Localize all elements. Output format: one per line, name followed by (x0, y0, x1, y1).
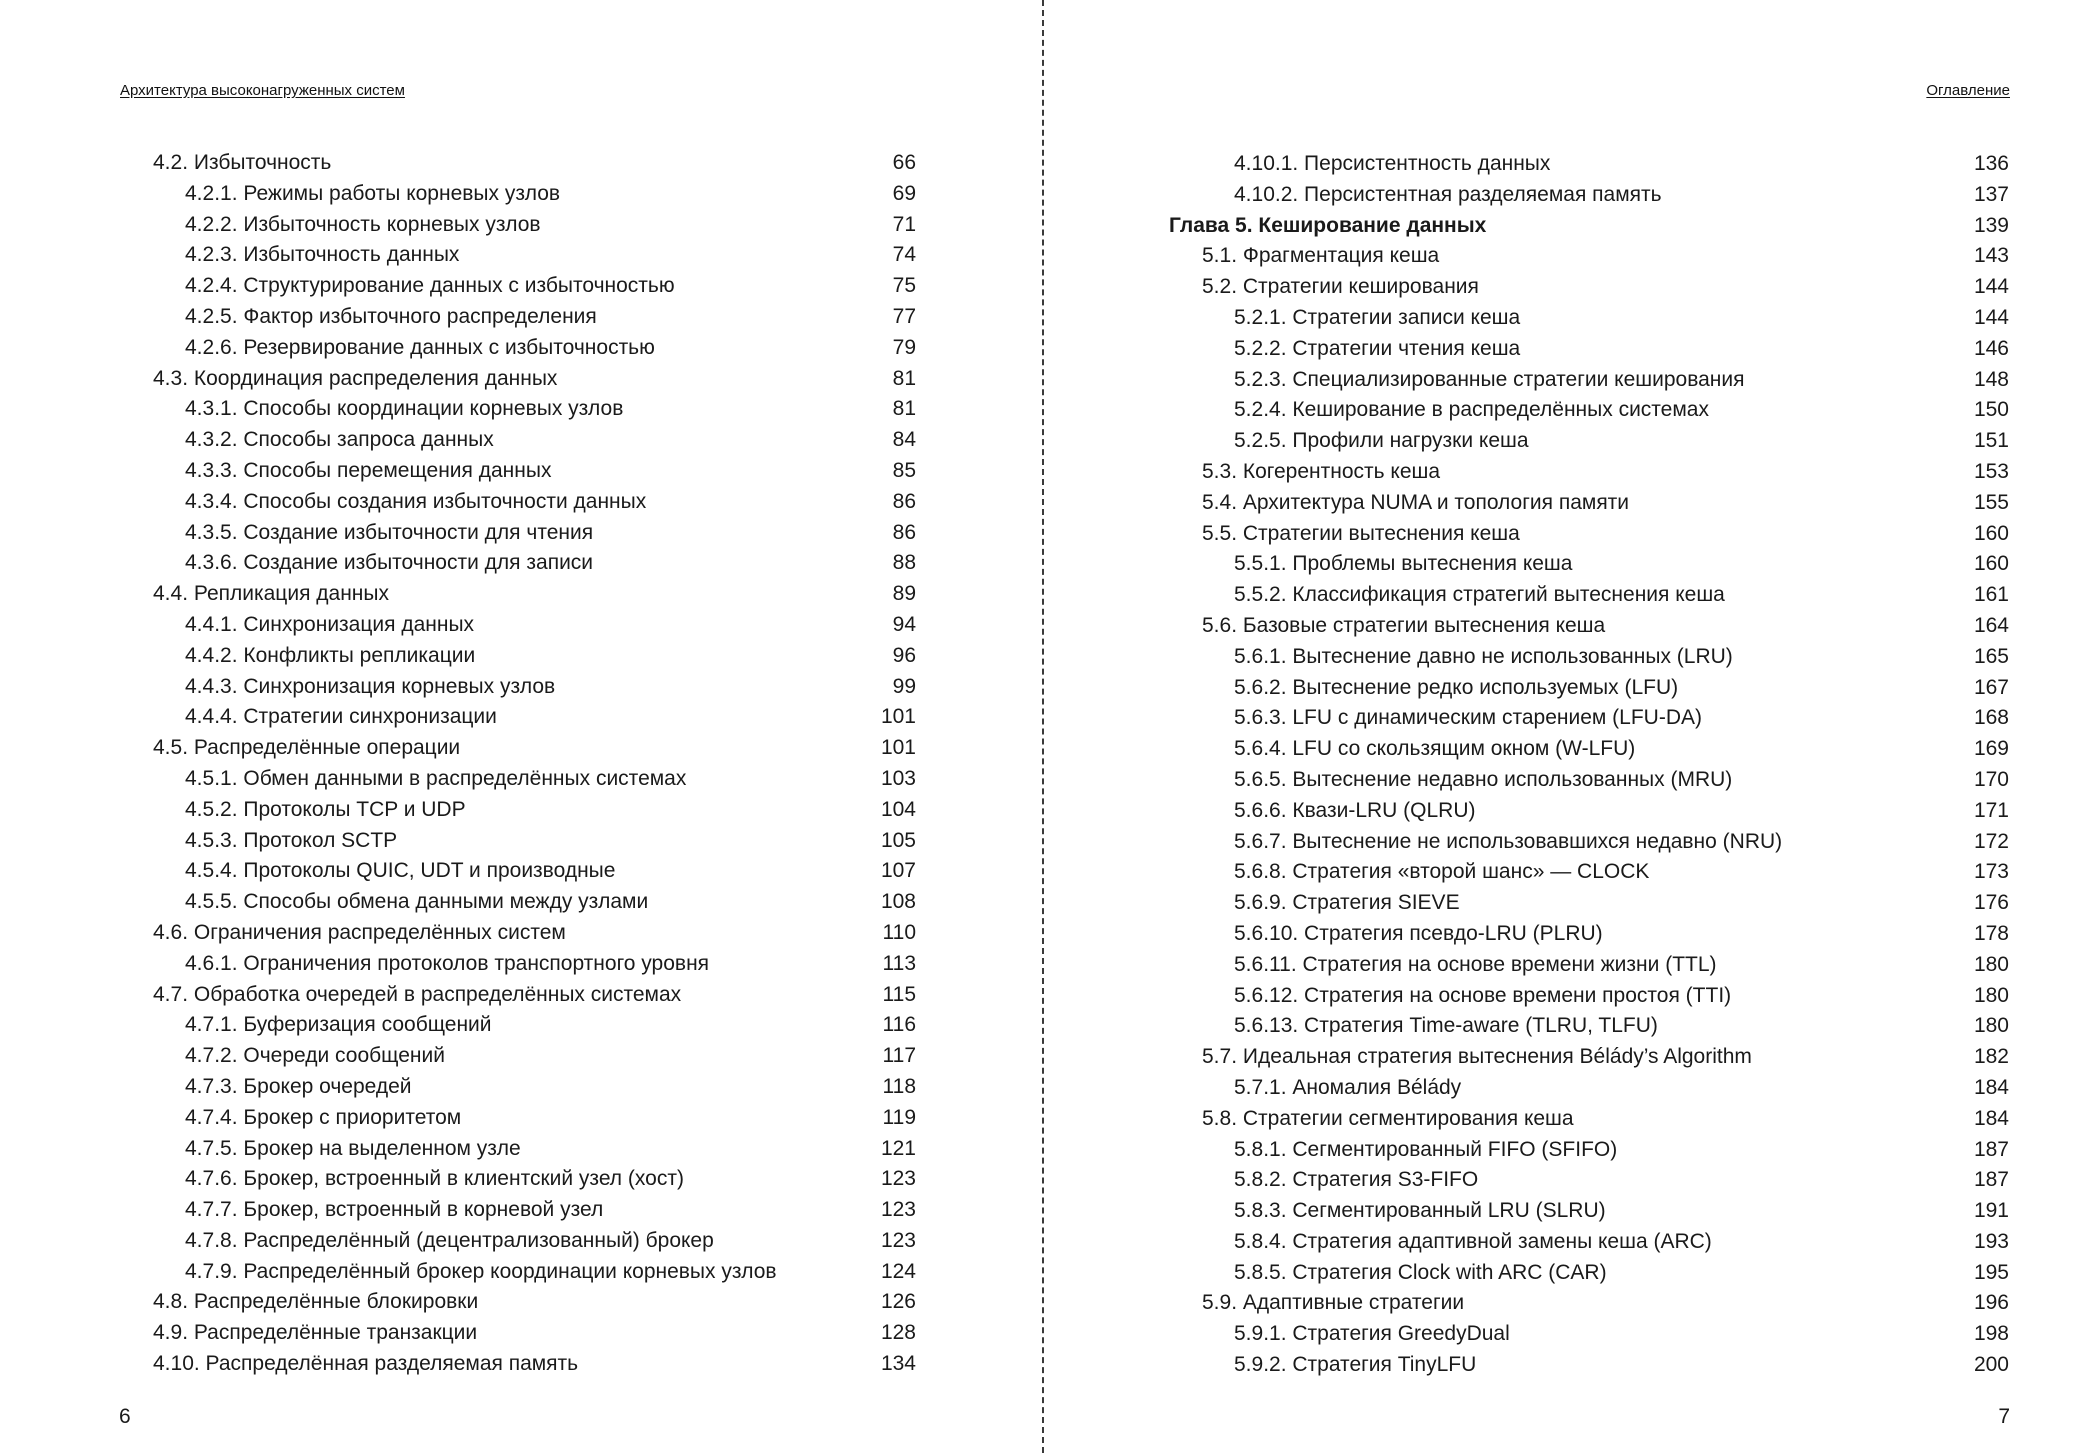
toc-entry-title: Глава 5. Кеширование данных (1169, 213, 1487, 237)
toc-entry-page-number: 86 (892, 520, 916, 544)
toc-entry[interactable] (1169, 611, 2009, 642)
toc-entry[interactable] (1169, 981, 2009, 1012)
toc-entry[interactable] (120, 394, 916, 425)
toc-entry[interactable] (120, 672, 916, 703)
toc-entry-page-number: 84 (892, 428, 916, 452)
toc-entry[interactable] (120, 1226, 916, 1257)
toc-entry-title: 5.6.3. LFU с динамическим старением (LFU-DA) (1234, 706, 1702, 730)
toc-entry-page-number: 170 (1973, 767, 2009, 791)
toc-entry-page-number: 108 (880, 890, 916, 914)
toc-entry-title: 5.2.2. Стратегии чтения кеша (1234, 336, 1521, 360)
toc-entry[interactable] (120, 1010, 916, 1041)
running-head-book-title: Архитектура высоконагруженных систем (120, 82, 405, 99)
toc-entry[interactable] (1169, 950, 2009, 981)
toc-entry[interactable] (1169, 734, 2009, 765)
toc-entry-title: 5.6.5. Вытеснение недавно использованных (MRU) (1234, 767, 1733, 791)
toc-entry[interactable] (1169, 303, 2009, 334)
toc-entry-title: 5.8. Стратегии сегментирования кеша (1202, 1106, 1574, 1130)
toc-entry-page-number: 115 (882, 982, 916, 1006)
toc-entry-page-number: 126 (880, 1290, 916, 1314)
toc-entry-page-number: 200 (1973, 1353, 2009, 1377)
toc-entry-title: 4.5. Распределённые операции (153, 736, 461, 760)
toc-entry-page-number: 69 (892, 181, 916, 205)
toc-entry[interactable] (1169, 1042, 2009, 1073)
toc-entry-title: 4.5.4. Протоколы QUIC, UDT и производные (185, 859, 616, 883)
toc-entry-page-number: 123 (880, 1167, 916, 1191)
toc-entry-page-number: 144 (1973, 275, 2009, 299)
toc-entry[interactable] (120, 302, 916, 333)
toc-entry-title: 5.6.10. Стратегия псевдо-LRU (PLRU) (1234, 921, 1603, 945)
toc-entry-title: 5.8.3. Сегментированный LRU (SLRU) (1234, 1199, 1606, 1223)
toc-entry-page-number: 161 (1973, 583, 2009, 607)
toc-list-left (120, 148, 916, 1380)
toc-entry-title: 5.6.2. Вытеснение редко используемых (LFU) (1234, 675, 1679, 699)
toc-entry-title: 4.10.1. Персистентность данных (1234, 152, 1551, 175)
toc-entry[interactable] (120, 425, 916, 456)
toc-entry[interactable] (1169, 1258, 2009, 1289)
toc-entry-page-number: 144 (1973, 305, 2009, 329)
toc-entry[interactable] (120, 179, 916, 210)
toc-entry-title: 4.3.3. Способы перемещения данных (185, 458, 552, 482)
toc-entry-title: 5.5. Стратегии вытеснения кеша (1202, 521, 1520, 545)
toc-entry-title: 4.7.2. Очереди сообщений (185, 1044, 445, 1068)
toc-entry[interactable] (120, 1164, 916, 1195)
toc-entry-title: 4.7.3. Брокер очередей (185, 1074, 412, 1098)
toc-entry[interactable] (120, 1349, 916, 1380)
toc-entry-title: 5.6.1. Вытеснение давно не использованных (LRU) (1234, 644, 1733, 668)
toc-entry-page-number: 74 (892, 243, 916, 267)
right-page (1045, 0, 2093, 1453)
toc-entry-title: 5.8.4. Стратегия адаптивной замены кеша (ARC) (1234, 1229, 1712, 1253)
toc-entry-title: 4.2.2. Избыточность корневых узлов (185, 212, 541, 236)
toc-entry-page-number: 81 (892, 397, 916, 421)
toc-entry-page-number: 104 (880, 797, 916, 821)
toc-entry-title: 5.3. Когерентность кеша (1202, 459, 1441, 483)
toc-entry-title: 4.3.5. Создание избыточности для чтения (185, 520, 594, 544)
toc-entry-title: 5.6.12. Стратегия на основе времени простоя (TTI) (1234, 983, 1732, 1007)
toc-entry[interactable] (120, 579, 916, 610)
running-head-section-title: Оглавление (1926, 82, 2010, 99)
toc-entry-page-number: 107 (880, 859, 916, 883)
toc-entry-title: 5.6.11. Стратегия на основе времени жизни (TTL) (1234, 952, 1717, 976)
toc-entry-title: 5.2.4. Кеширование в распределённых системах (1234, 398, 1709, 422)
toc-entry[interactable] (1169, 765, 2009, 796)
toc-entry-title: 4.2.5. Фактор избыточного распределения (185, 304, 597, 328)
toc-entry-page-number: 143 (1973, 244, 2009, 268)
toc-entry-title: 5.6.6. Квази-LRU (QLRU) (1234, 798, 1476, 822)
toc-entry[interactable] (1169, 457, 2009, 488)
toc-entry[interactable] (120, 456, 916, 487)
toc-entry-title: 5.9.1. Стратегия GreedyDual (1234, 1322, 1510, 1346)
toc-entry-title: 4.6.1. Ограничения протоколов транспортного уровня (185, 951, 710, 975)
toc-entry-page-number: 198 (1973, 1322, 2009, 1346)
toc-entry-title: 4.9. Распределённые транзакции (153, 1321, 478, 1345)
toc-entry-page-number: 101 (880, 705, 916, 729)
toc-entry-title: 4.10. Распределённая разделяемая память (153, 1352, 579, 1376)
toc-entry-title: 4.7.5. Брокер на выделенном узле (185, 1136, 521, 1160)
toc-entry[interactable] (1169, 1165, 2009, 1196)
toc-entry-title: 5.6.9. Стратегия SIEVE (1234, 891, 1460, 915)
toc-entry-page-number: 85 (892, 458, 916, 482)
toc-entry-title: 5.6.13. Стратегия Time-aware (TLRU, TLFU) (1234, 1014, 1658, 1038)
toc-entry-page-number: 187 (1973, 1168, 2009, 1192)
toc-entry[interactable] (1169, 888, 2009, 919)
toc-entry[interactable] (120, 487, 916, 518)
toc-entry-page-number: 168 (1973, 706, 2009, 730)
toc-entry-title: 4.7.4. Брокер с приоритетом (185, 1105, 462, 1129)
toc-entry[interactable] (1169, 1135, 2009, 1166)
toc-entry[interactable] (120, 949, 916, 980)
toc-entry[interactable] (120, 271, 916, 302)
toc-entry-page-number: 77 (892, 304, 916, 328)
toc-entry[interactable] (120, 1318, 916, 1349)
toc-entry[interactable] (1169, 919, 2009, 950)
toc-entry-page-number: 113 (882, 951, 916, 975)
toc-entry-page-number: 165 (1973, 644, 2009, 668)
toc-entry[interactable] (1169, 149, 2009, 180)
toc-entry-title: 5.2.1. Стратегии записи кеша (1234, 305, 1521, 329)
toc-entry[interactable] (1169, 334, 2009, 365)
toc-entry-title: 4.2.4. Структурирование данных с избыточностью (185, 274, 675, 298)
toc-entry-page-number: 118 (882, 1074, 916, 1098)
toc-entry[interactable] (1169, 211, 2009, 242)
toc-entry[interactable] (120, 856, 916, 887)
toc-entry[interactable] (1169, 1196, 2009, 1227)
toc-entry[interactable] (120, 148, 916, 179)
toc-entry-page-number: 81 (892, 366, 916, 390)
toc-entry-title: 5.8.2. Стратегия S3-FIFO (1234, 1168, 1479, 1192)
toc-entry-title: 4.7.9. Распределённый брокер координации корневых узлов (185, 1259, 777, 1283)
toc-entry[interactable] (120, 210, 916, 241)
toc-entry[interactable] (1169, 642, 2009, 673)
toc-entry-page-number: 128 (880, 1321, 916, 1345)
toc-entry[interactable] (1169, 857, 2009, 888)
toc-entry-page-number: 182 (1973, 1045, 2009, 1069)
toc-entry[interactable] (120, 887, 916, 918)
toc-entry-page-number: 169 (1973, 737, 2009, 761)
toc-entry-page-number: 124 (880, 1259, 916, 1283)
toc-entry-title: 4.5.1. Обмен данными в распределённых системах (185, 766, 687, 790)
toc-entry-page-number: 123 (880, 1198, 916, 1222)
toc-entry[interactable] (120, 702, 916, 733)
toc-entry-title: 5.1. Фрагментация кеша (1202, 244, 1440, 268)
toc-entry-page-number: 99 (892, 674, 916, 698)
toc-entry[interactable] (1169, 488, 2009, 519)
toc-entry-title: 4.3.1. Способы координации корневых узлов (185, 397, 624, 421)
toc-entry-page-number: 173 (1973, 860, 2009, 884)
toc-entry[interactable] (1169, 1350, 2009, 1381)
page-number-left: 6 (119, 1405, 131, 1428)
toc-entry-page-number: 184 (1973, 1106, 2009, 1130)
toc-entry-page-number: 195 (1973, 1260, 2009, 1284)
toc-entry-page-number: 134 (880, 1352, 916, 1376)
toc-entry-title: 5.2.3. Специализированные стратегии кеширования (1234, 367, 1745, 391)
toc-entry-page-number: 137 (1973, 182, 2009, 206)
toc-entry-page-number: 178 (1973, 921, 2009, 945)
toc-entry-page-number: 94 (892, 612, 916, 636)
toc-entry[interactable] (120, 795, 916, 826)
toc-entry-page-number: 123 (880, 1228, 916, 1252)
toc-entry-title: 4.2.6. Резервирование данных с избыточностью (185, 335, 655, 359)
toc-entry[interactable] (1169, 519, 2009, 550)
toc-entry[interactable] (1169, 1319, 2009, 1350)
toc-entry-title: 4.3.2. Способы запроса данных (185, 428, 494, 452)
toc-entry[interactable] (1169, 1104, 2009, 1135)
toc-entry-title: 5.2.5. Профили нагрузки кеша (1234, 429, 1529, 453)
toc-entry-title: 4.10.2. Персистентная разделяемая память (1234, 182, 1662, 206)
toc-entry[interactable] (120, 1134, 916, 1165)
toc-entry-page-number: 151 (1973, 429, 2009, 453)
toc-entry-title: 4.2. Избыточность (153, 151, 332, 174)
toc-entry-page-number: 160 (1973, 521, 2009, 545)
toc-entry-title: 5.5.2. Классификация стратегий вытеснения кеша (1234, 583, 1725, 607)
toc-entry[interactable] (120, 240, 916, 271)
toc-entry-page-number: 75 (892, 274, 916, 298)
toc-entry[interactable] (1169, 1227, 2009, 1258)
toc-entry-title: 4.7. Обработка очередей в распределённых системах (153, 982, 682, 1006)
toc-entry[interactable] (1169, 796, 2009, 827)
toc-entry[interactable] (120, 826, 916, 857)
toc-entry-title: 4.3.6. Создание избыточности для записи (185, 551, 594, 575)
toc-entry-page-number: 79 (892, 335, 916, 359)
toc-entry-page-number: 117 (882, 1044, 916, 1068)
toc-entry-title: 5.8.1. Сегментированный FIFO (SFIFO) (1234, 1137, 1618, 1161)
toc-entry-title: 5.9. Адаптивные стратегии (1202, 1291, 1465, 1315)
toc-entry[interactable] (120, 1072, 916, 1103)
toc-entry-title: 5.6.7. Вытеснение не использовавшихся недавно (NRU) (1234, 829, 1783, 853)
toc-entry-title: 5.9.2. Стратегия TinyLFU (1234, 1353, 1477, 1377)
toc-entry[interactable] (1169, 703, 2009, 734)
toc-entry-title: 4.5.5. Способы обмена данными между узлами (185, 890, 649, 914)
toc-entry-page-number: 96 (892, 643, 916, 667)
toc-entry-page-number: 101 (880, 736, 916, 760)
toc-entry-title: 5.2. Стратегии кеширования (1202, 275, 1479, 299)
toc-entry-title: 4.7.1. Буферизация сообщений (185, 1013, 492, 1037)
toc-entry-page-number: 171 (1973, 798, 2009, 822)
toc-entry-title: 4.5.3. Протокол SCTP (185, 828, 398, 852)
toc-entry-page-number: 103 (880, 766, 916, 790)
toc-entry[interactable] (120, 1195, 916, 1226)
toc-entry-title: 4.7.8. Распределённый (децентрализованный) брокер (185, 1228, 714, 1252)
toc-entry-title: 4.5.2. Протоколы TCP и UDP (185, 797, 466, 821)
toc-entry-page-number: 176 (1973, 891, 2009, 915)
toc-entry-title: 5.7.1. Аномалия Bélády (1234, 1075, 1462, 1099)
toc-entry[interactable] (1169, 395, 2009, 426)
toc-entry-page-number: 116 (882, 1013, 916, 1037)
toc-entry[interactable] (120, 364, 916, 395)
toc-entry-page-number: 160 (1973, 552, 2009, 576)
toc-entry[interactable] (120, 641, 916, 672)
toc-entry-page-number: 71 (892, 212, 916, 236)
toc-entry[interactable] (120, 548, 916, 579)
toc-entry-page-number: 66 (892, 151, 916, 174)
toc-entry-page-number: 139 (1973, 213, 2009, 237)
toc-entry-page-number: 187 (1973, 1137, 2009, 1161)
toc-entry-page-number: 155 (1973, 490, 2009, 514)
toc-entry-page-number: 180 (1973, 983, 2009, 1007)
toc-entry-title: 5.5.1. Проблемы вытеснения кеша (1234, 552, 1573, 576)
toc-entry-title: 4.2.1. Режимы работы корневых узлов (185, 181, 561, 205)
toc-entry[interactable] (1169, 1073, 2009, 1104)
toc-entry-title: 5.7. Идеальная стратегия вытеснения Bélády’s Algorithm (1202, 1045, 1752, 1069)
toc-entry-title: 4.4.1. Синхронизация данных (185, 612, 475, 636)
toc-entry[interactable] (120, 980, 916, 1011)
toc-entry-page-number: 172 (1973, 829, 2009, 853)
toc-entry[interactable] (1169, 241, 2009, 272)
toc-entry-page-number: 146 (1973, 336, 2009, 360)
toc-entry-page-number: 88 (892, 551, 916, 575)
toc-entry[interactable] (1169, 272, 2009, 303)
toc-entry-page-number: 153 (1973, 459, 2009, 483)
toc-entry-page-number: 196 (1973, 1291, 2009, 1315)
toc-entry[interactable] (120, 1103, 916, 1134)
toc-entry[interactable] (120, 333, 916, 364)
toc-entry-page-number: 193 (1973, 1229, 2009, 1253)
toc-entry-title: 4.3. Координация распределения данных (153, 366, 558, 390)
toc-entry[interactable] (120, 733, 916, 764)
toc-entry-title: 4.7.7. Брокер, встроенный в корневой узел (185, 1198, 604, 1222)
toc-entry-page-number: 119 (882, 1105, 916, 1129)
toc-entry[interactable] (1169, 426, 2009, 457)
toc-entry-title: 4.4.4. Стратегии синхронизации (185, 705, 497, 729)
page-number-right: 7 (1998, 1405, 2010, 1428)
toc-entry-page-number: 191 (1973, 1199, 2009, 1223)
toc-entry-page-number: 180 (1973, 1014, 2009, 1038)
toc-entry-page-number: 121 (880, 1136, 916, 1160)
toc-entry-title: 4.8. Распределённые блокировки (153, 1290, 479, 1314)
toc-entry-page-number: 150 (1973, 398, 2009, 422)
toc-entry[interactable] (1169, 549, 2009, 580)
toc-entry[interactable] (120, 518, 916, 549)
toc-entry-page-number: 89 (892, 582, 916, 606)
toc-entry[interactable] (120, 1257, 916, 1288)
toc-entry-page-number: 184 (1973, 1075, 2009, 1099)
toc-entry-title: 4.3.4. Способы создания избыточности данных (185, 489, 647, 513)
toc-entry-title: 4.4.2. Конфликты репликации (185, 643, 476, 667)
toc-entry[interactable] (120, 610, 916, 641)
toc-entry-page-number: 105 (880, 828, 916, 852)
toc-entry[interactable] (120, 764, 916, 795)
toc-entry[interactable] (1169, 580, 2009, 611)
toc-entry[interactable] (120, 918, 916, 949)
toc-entry[interactable] (1169, 1011, 2009, 1042)
toc-entry-title: 5.8.5. Стратегия Clock with ARC (CAR) (1234, 1260, 1607, 1284)
toc-entry-title: 4.6. Ограничения распределённых систем (153, 920, 566, 944)
toc-entry-page-number: 164 (1973, 613, 2009, 637)
toc-entry-page-number: 136 (1973, 152, 2009, 175)
toc-entry-title: 5.6. Базовые стратегии вытеснения кеша (1202, 613, 1606, 637)
toc-entry[interactable] (1169, 365, 2009, 396)
toc-entry[interactable] (120, 1041, 916, 1072)
toc-entry-title: 5.4. Архитектура NUMA и топология памяти (1202, 490, 1630, 514)
left-page (0, 0, 1043, 1453)
toc-entry-title: 4.4.3. Синхронизация корневых узлов (185, 674, 556, 698)
toc-entry-page-number: 148 (1973, 367, 2009, 391)
toc-entry[interactable] (120, 1287, 916, 1318)
toc-entry-title: 4.2.3. Избыточность данных (185, 243, 460, 267)
toc-entry[interactable] (1169, 673, 2009, 704)
toc-entry-page-number: 167 (1973, 675, 2009, 699)
toc-entry-title: 4.7.6. Брокер, встроенный в клиентский узел (хост) (185, 1167, 684, 1191)
toc-entry-page-number: 110 (882, 920, 916, 944)
toc-entry-title: 5.6.8. Стратегия «второй шанс» — CLOCK (1234, 860, 1650, 884)
toc-list-right (1169, 149, 2009, 1381)
toc-entry-title: 4.4. Репликация данных (153, 582, 389, 606)
toc-entry-page-number: 180 (1973, 952, 2009, 976)
toc-entry[interactable] (1169, 180, 2009, 211)
toc-entry[interactable] (1169, 1288, 2009, 1319)
toc-entry-page-number: 86 (892, 489, 916, 513)
toc-entry[interactable] (1169, 827, 2009, 858)
toc-entry-title: 5.6.4. LFU со скользящим окном (W-LFU) (1234, 737, 1636, 761)
